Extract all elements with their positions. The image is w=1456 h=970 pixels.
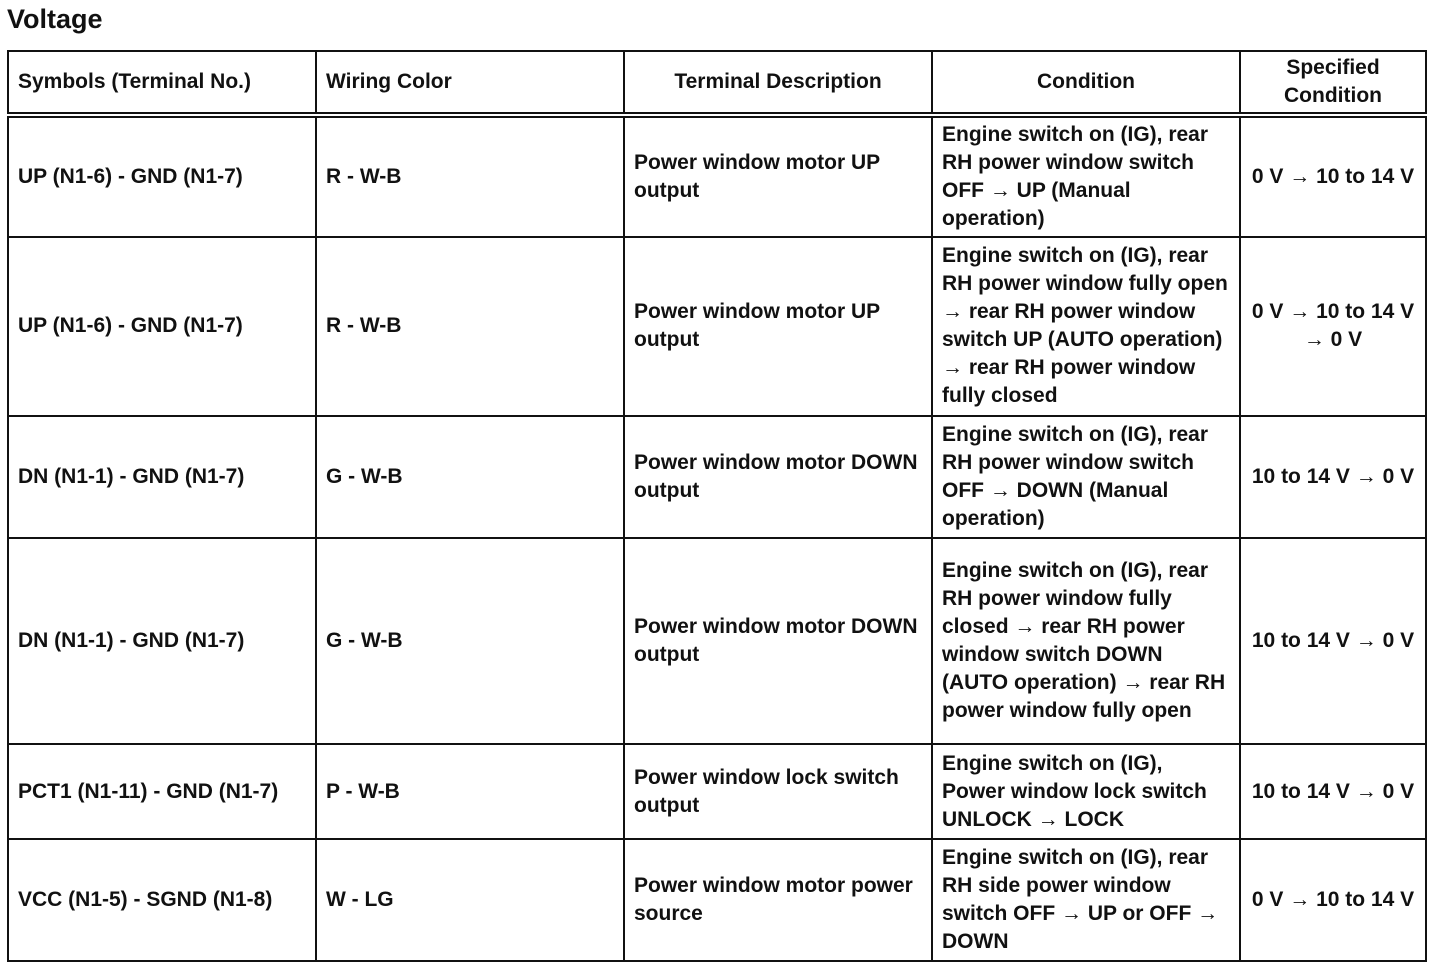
cell-specified-condition: 10 to 14 V → 0 V bbox=[1240, 744, 1426, 838]
cell-symbols: UP (N1-6) - GND (N1-7) bbox=[8, 237, 316, 415]
cell-symbols: DN (N1-1) - GND (N1-7) bbox=[8, 416, 316, 538]
cell-condition: Engine switch on (IG), Power window lock switch UNLOCK → LOCK bbox=[932, 744, 1240, 838]
table-row bbox=[8, 839, 1426, 961]
cell-wiring-color: G - W-B bbox=[316, 538, 624, 744]
cell-condition: Engine switch on (IG), rear RH power window switch OFF → UP (Manual operation) bbox=[932, 115, 1240, 237]
cell-condition: Engine switch on (IG), rear RH power window fully closed → rear RH power window switch DOWN (AUTO operation) → rear RH power window fully open bbox=[932, 538, 1240, 744]
header-symbols: Symbols (Terminal No.) bbox=[8, 51, 316, 115]
table-header-row bbox=[8, 51, 1426, 115]
cell-symbols: UP (N1-6) - GND (N1-7) bbox=[8, 115, 316, 237]
cell-symbols: DN (N1-1) - GND (N1-7) bbox=[8, 538, 316, 744]
header-specified-condition: Specified Condition bbox=[1240, 51, 1426, 115]
cell-specified-condition: 0 V → 10 to 14 V bbox=[1240, 115, 1426, 237]
cell-symbols: PCT1 (N1-11) - GND (N1-7) bbox=[8, 744, 316, 838]
cell-specified-condition: 10 to 14 V → 0 V bbox=[1240, 416, 1426, 538]
cell-condition: Engine switch on (IG), rear RH power window switch OFF → DOWN (Manual operation) bbox=[932, 416, 1240, 538]
cell-wiring-color: P - W-B bbox=[316, 744, 624, 838]
table-row bbox=[8, 538, 1426, 744]
cell-wiring-color: W - LG bbox=[316, 839, 624, 961]
header-condition: Condition bbox=[932, 51, 1240, 115]
cell-specified-condition: 0 V → 10 to 14 V → 0 V bbox=[1240, 237, 1426, 415]
header-terminal-description: Terminal Description bbox=[624, 51, 932, 115]
cell-terminal-description: Power window motor power source bbox=[624, 839, 932, 961]
table-row bbox=[8, 744, 1426, 838]
cell-terminal-description: Power window motor UP output bbox=[624, 115, 932, 237]
table-row bbox=[8, 115, 1426, 237]
cell-symbols: VCC (N1-5) - SGND (N1-8) bbox=[8, 839, 316, 961]
cell-wiring-color: R - W-B bbox=[316, 115, 624, 237]
cell-wiring-color: R - W-B bbox=[316, 237, 624, 415]
cell-terminal-description: Power window lock switch output bbox=[624, 744, 932, 838]
table-row bbox=[8, 237, 1426, 415]
table-row bbox=[8, 416, 1426, 538]
cell-terminal-description: Power window motor UP output bbox=[624, 237, 932, 415]
cell-wiring-color: G - W-B bbox=[316, 416, 624, 538]
page-title: Voltage bbox=[7, 4, 103, 34]
cell-condition: Engine switch on (IG), rear RH side power window switch OFF → UP or OFF → DOWN bbox=[932, 839, 1240, 961]
cell-specified-condition: 10 to 14 V → 0 V bbox=[1240, 538, 1426, 744]
voltage-table bbox=[7, 50, 1427, 962]
cell-terminal-description: Power window motor DOWN output bbox=[624, 416, 932, 538]
header-wiring-color: Wiring Color bbox=[316, 51, 624, 115]
cell-terminal-description: Power window motor DOWN output bbox=[624, 538, 932, 744]
cell-specified-condition: 0 V → 10 to 14 V bbox=[1240, 839, 1426, 961]
cell-condition: Engine switch on (IG), rear RH power window fully open → rear RH power window switch UP (AUTO operation) → rear RH power window fully closed bbox=[932, 237, 1240, 415]
